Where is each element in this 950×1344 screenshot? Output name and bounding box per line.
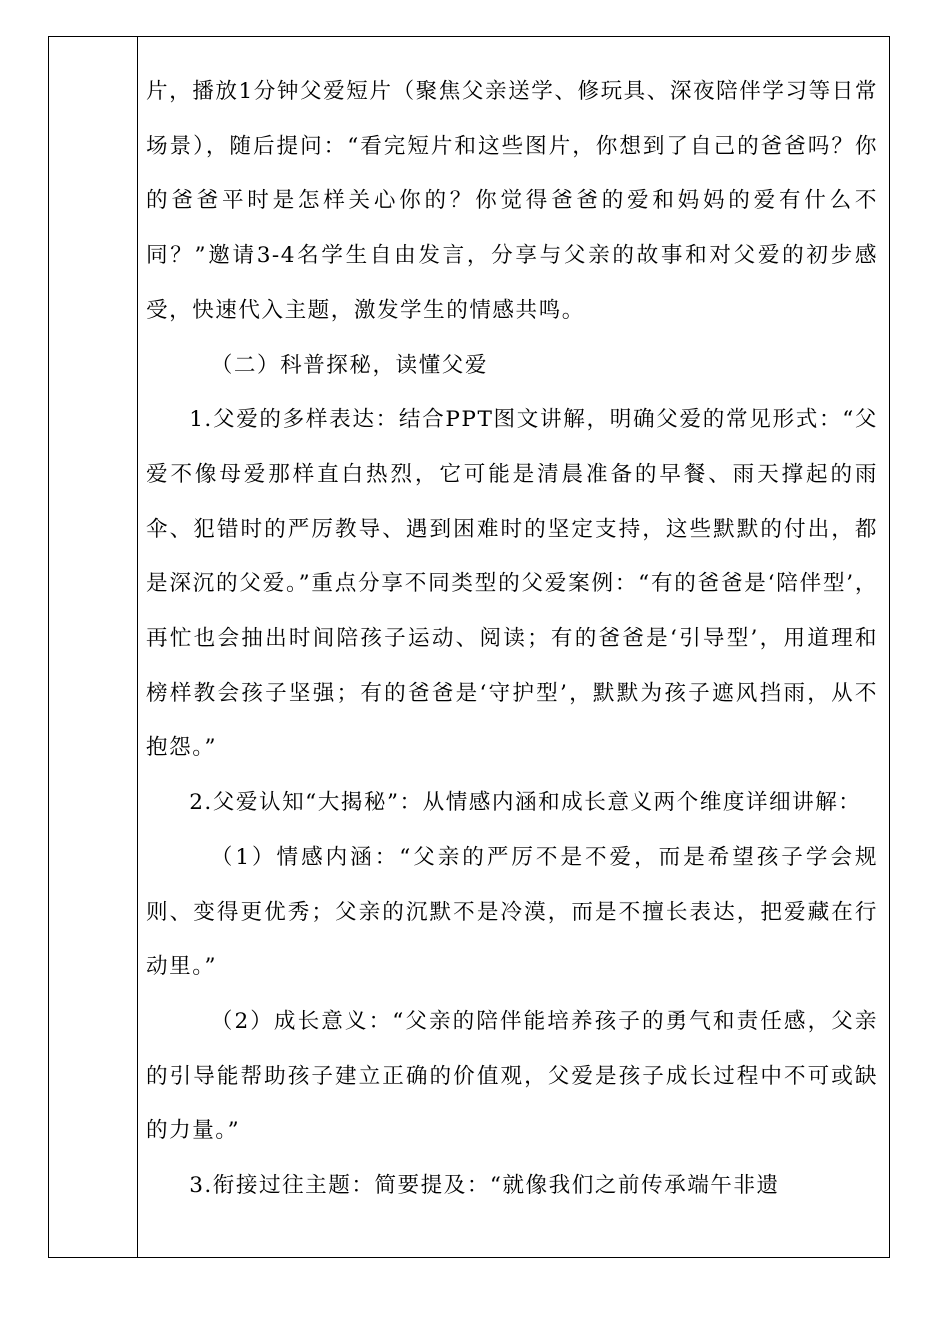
- table-left-cell: [49, 37, 138, 1257]
- paragraph-item-2-2: （2）成长意义：“父亲的陪伴能培养孩子的勇气和责任感，父亲的引导能帮助孩子建立正确的价值观，父爱是孩子成长过程中不可或缺的力量。”: [146, 1008, 878, 1144]
- table-content-cell: [146, 65, 878, 1214]
- paragraph-item-1: 1.父爱的多样表达：结合PPT图文讲解，明确父爱的常见形式：“父爱不像母爱那样直白热烈，它可能是清晨准备的早餐、雨天撑起的雨伞、犯错时的严厉教导、遇到困难时的坚定支持，这些默默的付出，都是深沉的父爱。”重点分享不同类型的父爱案例：“有的爸爸是‘陪伴型’，再忙也会抽出时间陪孩子运动、阅读；有的爸爸是‘引导型’，用道理和榜样教会孩子坚强；有的爸爸是‘守护型’，默默为孩子遮风挡雨，从不抱怨。”: [146, 407, 878, 761]
- paragraph-item-3: 3.衔接过往主题：简要提及：“就像我们之前传承端午非遗: [189, 1173, 780, 1199]
- lesson-table: [48, 36, 890, 1258]
- section-heading: （二）科普探秘，读懂父爱: [210, 352, 488, 378]
- paragraph-item-2: 2.父爱认知“大揭秘”：从情感内涵和成长意义两个维度详细讲解：: [189, 790, 862, 816]
- paragraph-item-2-1: （1）情感内涵：“父亲的严厉不是不爱，而是希望孩子学会规则、变得更优秀；父亲的沉默不是冷漠，而是不擅长表达，把爱藏在行动里。”: [146, 844, 878, 980]
- paragraph-intro: 片，播放1分钟父爱短片（聚焦父亲送学、修玩具、深夜陪伴学习等日常场景），随后提问：“看完短片和这些图片，你想到了自己的爸爸吗？你的爸爸平时是怎样关心你的？你觉得爸爸的爱和妈妈的爱有什么不同？”邀请3-4名学生自由发言，分享与父亲的故事和对父爱的初步感受，快速代入主题，激发学生的情感共鸣。: [146, 79, 878, 323]
